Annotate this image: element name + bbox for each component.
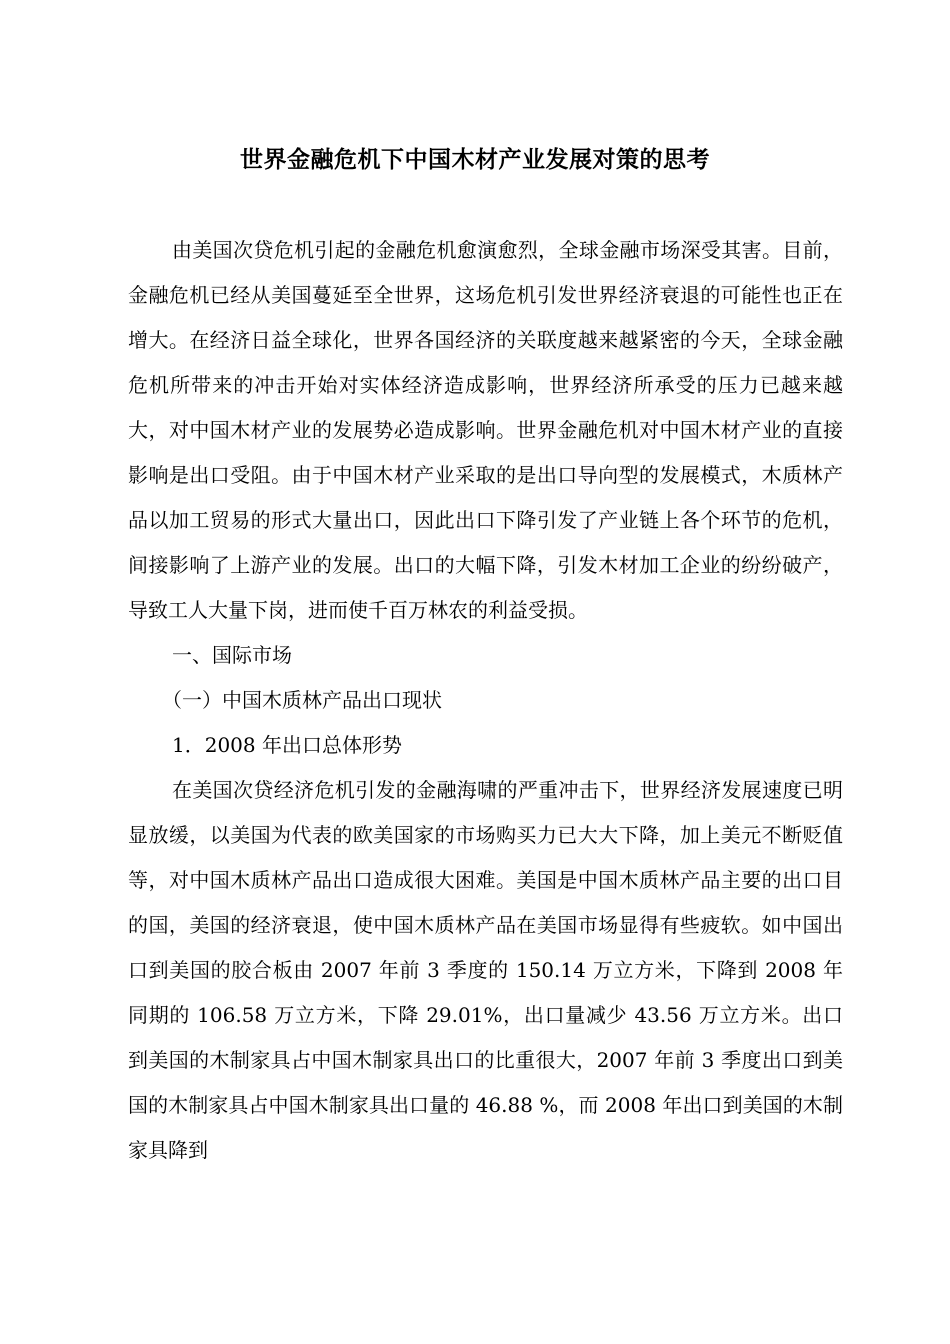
item-heading-2008-export: 1．2008 年出口总体形势	[172, 733, 402, 757]
intro-paragraph: 由美国次贷危机引起的金融危机愈演愈烈，全球金融市场深受其害。目前，金融危机已经从美国蔓延至全世界，这场危机引发世界经济衰退的可能性也正在增大。在经济日益全球化，世界各国经济的关联度越来越紧密的今天，全球金融危机所带来的冲击开始对实体经济造成影响，世界经济所承受的压力已越来越大，对中国木材产业的发展势必造成影响。世界金融危机对中国木材产业的直接影响是出口受阻。由于中国木材产业采取的是出口导向型的发展模式，木质林产品以加工贸易的形式大量出口，因此出口下降引发了产业链上各个环节的危机，间接影响了上游产业的发展。出口的大幅下降，引发木材加工企业的纷纷破产，导致工人大量下岗，进而使千百万林农的利益受损。	[128, 238, 843, 622]
subsection-heading-export-status: （一）中国木质林产品出口现状	[162, 688, 442, 712]
document-body	[128, 228, 843, 1173]
document-title: 世界金融危机下中国木材产业发展对策的思考	[240, 146, 710, 173]
export-situation-paragraph: 在美国次贷经济危机引发的金融海啸的严重冲击下，世界经济发展速度已明显放缓，以美国为代表的欧美国家的市场购买力已大大下降，加上美元不断贬值等，对中国木质林产品出口造成很大困难。美国是中国木质林产品主要的出口目的国，美国的经济衰退，使中国木质林产品在美国市场显得有些疲软。如中国出口到美国的胶合板由 2007 年前 3 季度的 150.14 万立方米，下降到 2008 年同期的 106.58 万立方米，下降 29.01%，出口量减少 43.56 万立方米。出口到美国的木制家具占中国木制家具出口的比重很大，2007 年前 3 季度出口到美国的木制家具占中国木制家具出口量的 46.88 %，而 2008 年出口到美国的木制家具降到	[128, 778, 843, 1162]
section-heading-international-market: 一、国际市场	[172, 643, 292, 667]
